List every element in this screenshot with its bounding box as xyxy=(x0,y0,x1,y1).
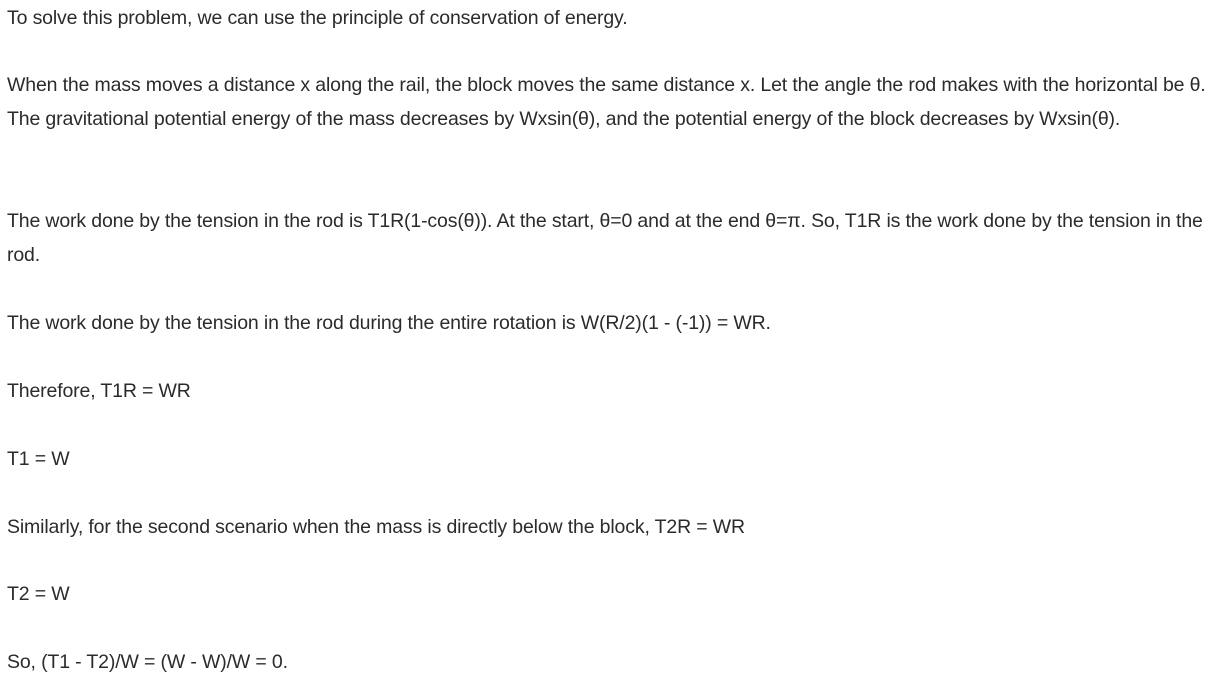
rotation-work-paragraph: The work done by the tension in the rod during the entire rotation is W(R/2)(1 - (-1)) = WR. xyxy=(7,312,771,334)
energy-paragraph: When the mass moves a distance x along the rail, the block moves the same distance x. Let the angle the rod makes with the horizontal be θ. The gravitational potential energy of the mass decreases by Wxsin(θ), and the potential energy of the block decreases by Wxsin(θ). xyxy=(7,74,1206,130)
t2-equation: T2 = W xyxy=(7,583,70,605)
second-scenario-paragraph: Similarly, for the second scenario when the mass is directly below the block, T2R = WR xyxy=(7,516,745,538)
t1r-equation: Therefore, T1R = WR xyxy=(7,380,191,402)
tension-work-paragraph: The work done by the tension in the rod is T1R(1-cos(θ)). At the start, θ=0 and at the end θ=π. So, T1R is the work done by the tension in the rod. xyxy=(7,210,1203,266)
conclusion-equation: So, (T1 - T2)/W = (W - W)/W = 0. xyxy=(7,651,288,673)
intro-paragraph: To solve this problem, we can use the principle of conservation of energy. xyxy=(7,7,628,29)
t1-equation: T1 = W xyxy=(7,448,70,470)
